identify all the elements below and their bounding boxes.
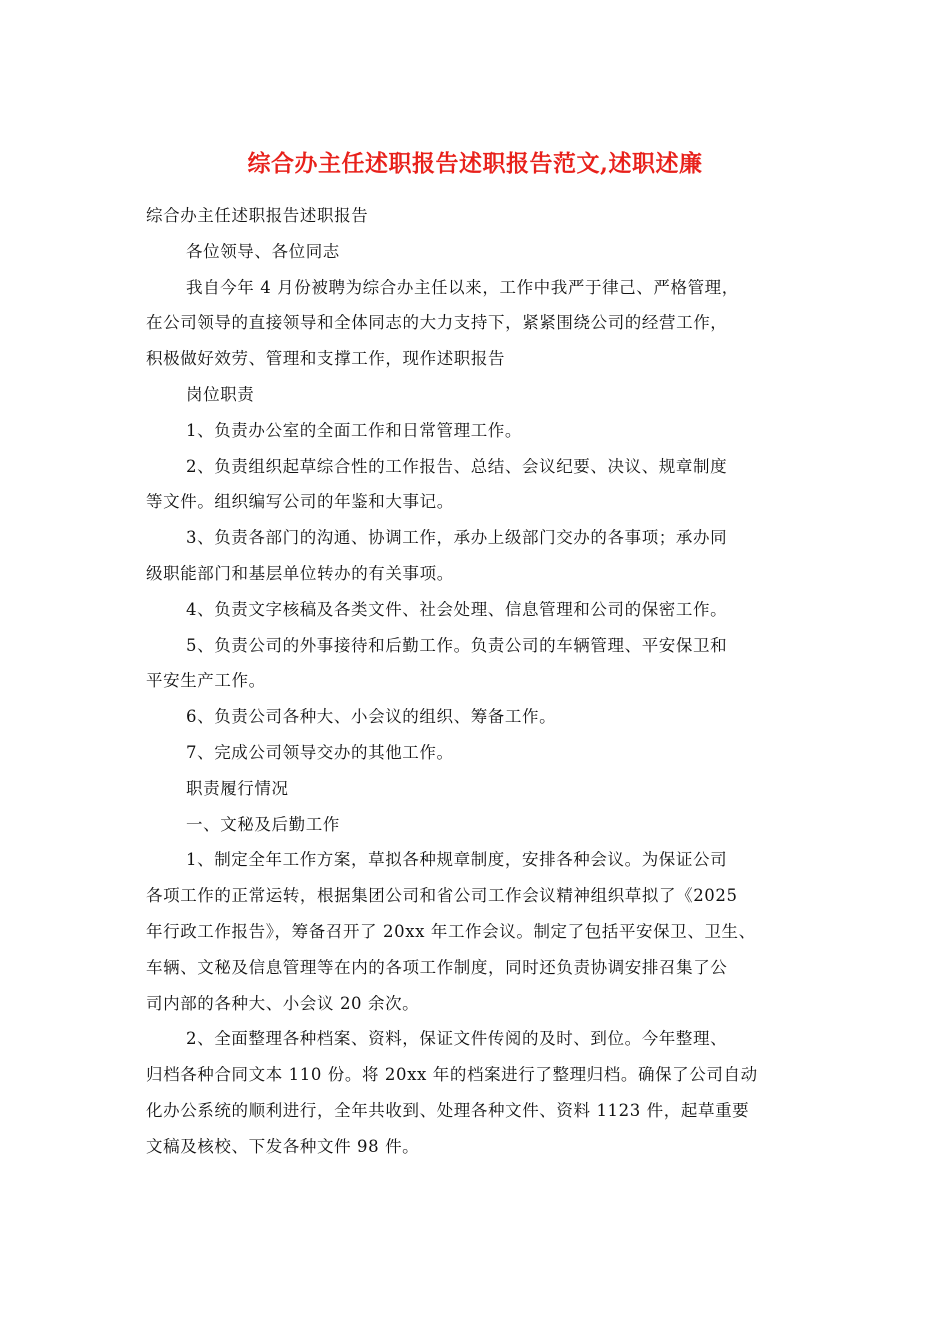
body-text-line: 级职能部门和基层单位转办的有关事项。 — [146, 563, 454, 583]
body-text-line: 职责履行情况 — [186, 778, 289, 798]
body-text-line: 司内部的各种大、小会议 20 余次。 — [146, 993, 420, 1013]
body-text-line: 等文件。组织编写公司的年鉴和大事记。 — [146, 492, 454, 512]
document-title: 综合办主任述职报告述职报告范文,述职述廉 — [247, 150, 703, 177]
body-text-line: 归档各种合同文本 110 份。将 20xx 年的档案进行了整理归档。确保了公司自动 — [146, 1065, 758, 1085]
body-text-line: 2、负责组织起草综合性的工作报告、总结、会议纪要、决议、规章制度 — [186, 456, 728, 476]
body-text-line: 积极做好效劳、管理和支撑工作，现作述职报告 — [146, 349, 506, 369]
body-text-line: 2、全面整理各种档案、资料，保证文件传阅的及时、到位。今年整理、 — [186, 1029, 728, 1049]
body-text-line: 综合办主任述职报告述职报告 — [146, 206, 369, 225]
body-text-line: 各位领导、各位同志 — [186, 241, 340, 261]
body-text-line: 7、完成公司领导交办的其他工作。 — [186, 742, 454, 762]
body-text-line: 文稿及核校、下发各种文件 98 件。 — [146, 1136, 420, 1156]
body-text-line: 我自今年 4 月份被聘为综合办主任以来，工作中我严于律己、严格管理， — [186, 277, 739, 297]
body-text-line: 平安生产工作。 — [146, 671, 266, 691]
body-text-line: 各项工作的正常运转，根据集团公司和省公司工作会议精神组织草拟了《2025 — [146, 886, 738, 906]
body-text-line: 3、负责各部门的沟通、协调工作，承办上级部门交办的各事项；承办同 — [186, 528, 728, 548]
body-text-line: 1、负责办公室的全面工作和日常管理工作。 — [186, 420, 522, 440]
body-text-line: 6、负责公司各种大、小会议的组织、筹备工作。 — [186, 707, 557, 727]
body-text-line: 在公司领导的直接领导和全体同志的大力支持下，紧紧围绕公司的经营工作， — [146, 313, 728, 333]
body-text-line: 1、制定全年工作方案，草拟各种规章制度，安排各种会议。为保证公司 — [186, 850, 728, 870]
body-text-line: 年行政工作报告》，筹备召开了 20xx 年工作会议。制定了包括平安保卫、卫生、 — [146, 921, 756, 941]
document-body — [146, 198, 814, 1165]
body-text-line: 5、负责公司的外事接待和后勤工作。负责公司的车辆管理、平安保卫和 — [186, 635, 728, 655]
body-text-line: 一、文秘及后勤工作 — [186, 814, 340, 834]
body-text-line: 车辆、文秘及信息管理等在内的各项工作制度，同时还负责协调安排召集了公 — [146, 957, 728, 977]
body-text-line: 4、负责文字核稿及各类文件、社会处理、信息管理和公司的保密工作。 — [186, 599, 728, 619]
body-text-line: 岗位职责 — [186, 384, 255, 404]
body-text-line: 化办公系统的顺利进行，全年共收到、处理各种文件、资料 1123 件，起草重要 — [146, 1100, 750, 1120]
